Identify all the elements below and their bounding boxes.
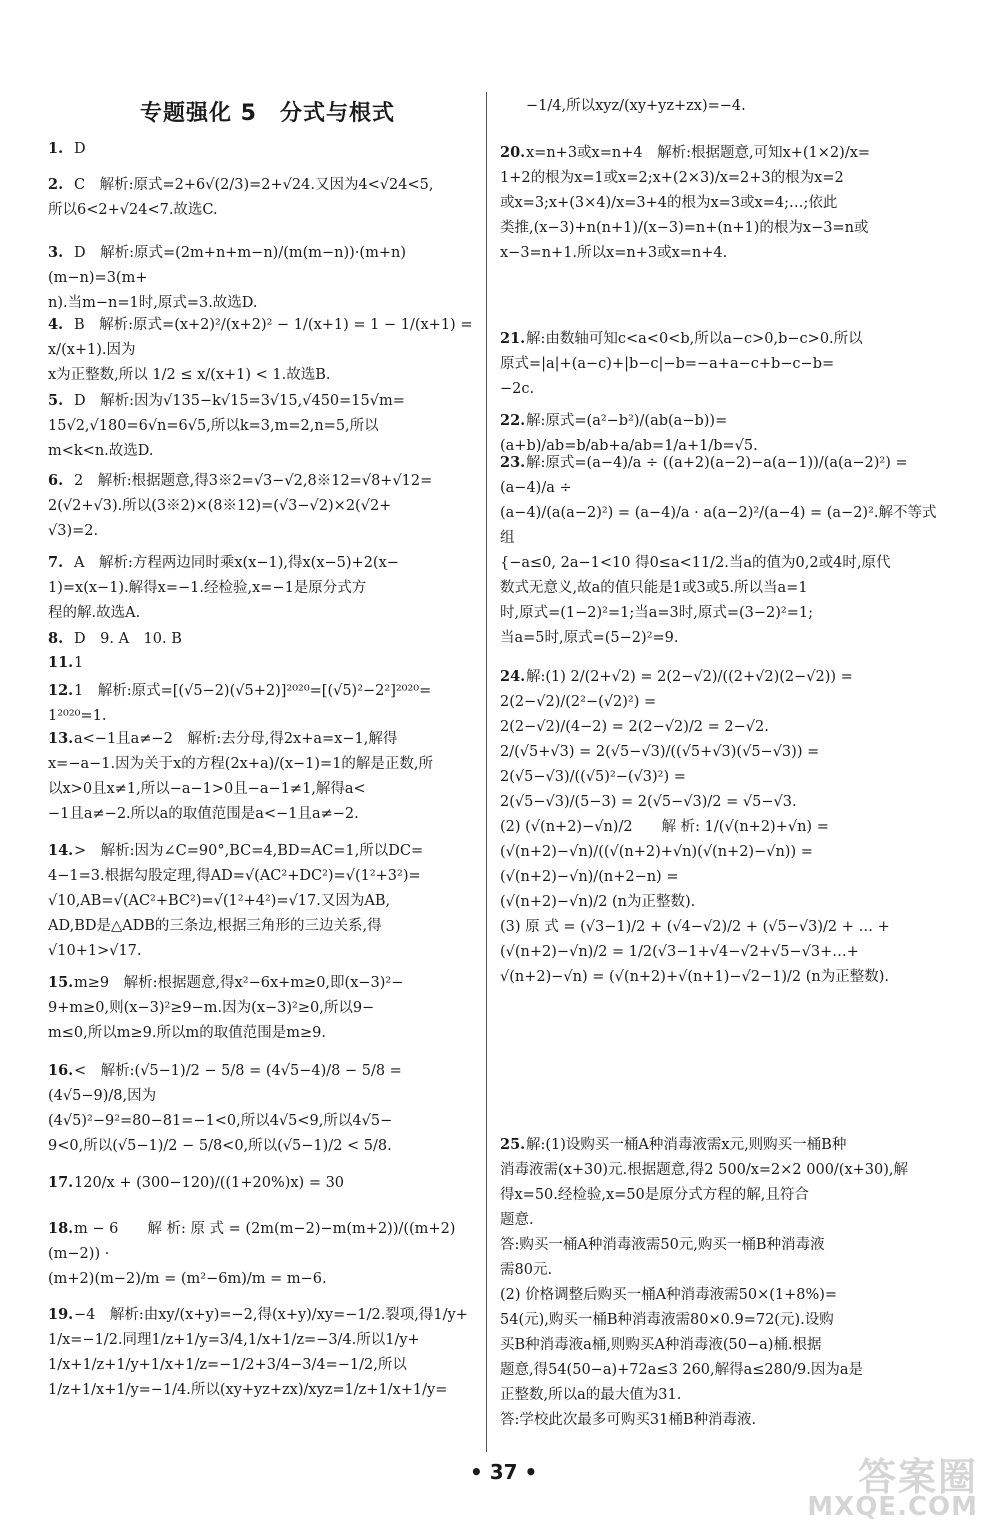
answer-item: 4. B 解析:原式=(x+2)²/(x+2)² − 1/(x+1) = 1 − 1/(x+1) = x/(x+1).因为 x为正整数,所以 1/2 ≤ x/(x+1) < 1.故选B. (48, 316, 473, 383)
column-divider (486, 92, 487, 1452)
answer-item: 25.解:(1)设购买一桶A种消毒液需x元,则购买一桶B种 消毒液需(x+30)元.根据题意,得2 500/x=2×2 000/(x+30),解 得x=50.经检验,x=50是原分式方程的解,且符合 题意. 答:购买一桶A种消毒液需50元,购买一桶B种消毒液 需80元. (2) 价格调整后购买一桶A种消毒液需50×(1+8%)= 54(元),购买一桶B种消毒液需80×0.9=72(元).设购 买B种消毒液a桶,则购买A种消毒液(50−a)桶.根据 题意,得54(50−a)+72a≤3 260,解得a≤280/9.因为a是 正整数,所以a的最大值为31. 答:学校此次最多可购买31桶B种消毒液. (500, 1136, 909, 1428)
answer-item: 18.m − 6 解 析: 原 式 = (2m(m−2)−m(m+2))/((m+2)(m−2)) · (m+2)(m−2)/m = (m²−6m)/m = m−6. (48, 1220, 456, 1287)
answer-item: 19.−4 解析:由xy/(x+y)=−2,得(x+y)/xy=−1/2.裂项,得1/y+ 1/x=−1/2.同理1/z+1/y=3/4,1/x+1/z=−3/4.所以1/y+ 1/x+1/z+1/y+1/x+1/z=−1/2+3/4−3/4=−1/2,所以 1/z+1/x+1/y=−1/4.所以(xy+yz+zx)/xyz=1/z+1/x+1/y= (48, 1306, 468, 1398)
answer-item: 23.解:原式=(a−4)/a ÷ ((a+2)(a−2)−a(a−1))/(a(a−2)²) = (a−4)/a ÷ (a−4)/(a(a−2)²) = (a−4)/a · a(a−2)²/(a−4) = (a−2)².解不等式组 {−a≤0, 2a−1<10 得0≤a<11/2.当a的值为0,2或4时,原代 数式无意义,故a的值只能是1或3或5.所以当a=1 时,原式=(1−2)²=1;当a=3时,原式=(3−2)²=1; 当a=5时,原式=(5−2)²=9. (500, 454, 937, 646)
answer-item: 8. D 9. A 10. B (48, 630, 182, 647)
answer-item: 17.120/x + (300−120)/((1+20%)x) = 30 (48, 1174, 345, 1191)
answer-item: 12.1 解析:原式=[(√5−2)(√5+2)]²⁰²⁰=[(√5)²−2²]²⁰²⁰= 1²⁰²⁰=1. (48, 682, 432, 724)
answer-item: 7. A 解析:方程两边同时乘x(x−1),得x(x−5)+2(x− 1)=x(x−1).解得x=−1.经检验,x=−1是原分式方 程的解.故选A. (48, 554, 399, 621)
answer-item: 3. D 解析:原式=(2m+n+m−n)/(m(m−n))·(m+n)(m−n)=3(m+ n).当m−n=1时,原式=3.故选D. (48, 244, 406, 311)
answer-item: 21.解:由数轴可知c<a<0<b,所以a−c>0,b−c>0.所以 原式=|a|+(a−c)+|b−c|−b=−a+a−c+b−c−b= −2c. (500, 330, 863, 397)
answer-item: 6. 2 解析:根据题意,得3※2=√3−√2,8※12=√8+√12= 2(√2+√3).所以(3※2)×(8※12)=(√3−√2)×2(√2+ √3)=2. (48, 472, 433, 539)
answer-item: −1/4,所以xyz/(xy+yz+zx)=−4. (526, 98, 746, 114)
answer-item: 1. D (48, 140, 86, 157)
answer-item: 24.解:(1) 2/(2+√2) = 2(2−√2)/((2+√2)(2−√2)) = 2(2−√2)/(2²−(√2)²) = 2(2−√2)/(4−2) = 2(2−√2)/2 = 2−√2. 2/(√5+√3) = 2(√5−√3)/((√5+√3)(√5−√3)) = 2(√5−√3)/((√5)²−(√3)²) = 2(√5−√3)/(5−3) = 2(√5−√3)/2 = √5−√3. (2) (√(n+2)−√n)/2 解 析: 1/(√(n+2)+√n) = (√(n+2)−√n)/((√(n+2)+√n)(√(n+2)−√n)) = (√(n+2)−√n)/(n+2−n) = (√(n+2)−√n)/2 (n为正整数). (3) 原 式 = (√3−1)/2 + (√4−√2)/2 + (√5−√3)/2 + … + (√(n+2)−√n)/2 = 1/2(√3−1+√4−√2+√5−√3+…+ √(n+2)−√n) = (√(n+2)+√(n+1)−√2−1)/2 (n为正整数). (500, 668, 890, 985)
answer-item: 13.a<−1且a≠−2 解析:去分母,得2x+a=x−1,解得 x=−a−1.因为关于x的方程(2x+a)/(x−1)=1的解是正数,所 以x>0且x≠1,所以−a−1>0且−a−1≠1,解得a< −1且a≠−2.所以a的取值范围是a<−1且a≠−2. (48, 730, 434, 822)
answer-item: 16.< 解析:(√5−1)/2 − 5/8 = (4√5−4)/8 − 5/8 = (4√5−9)/8,因为 (4√5)²−9²=80−81=−1<0,所以4√5<9,所以4√5− 9<0,所以(√5−1)/2 − 5/8<0,所以(√5−1)/2 < 5/8. (48, 1062, 402, 1154)
answer-item: 15.m≥9 解析:根据题意,得x²−6x+m≥0,即(x−3)²− 9+m≥0,则(x−3)²≥9−m.因为(x−3)²≥0,所以9− m≤0,所以m≥9.所以m的取值范围是m≥9. (48, 974, 404, 1041)
watermark-logo (792, 1442, 982, 1522)
watermark-text: 答案圈 (857, 1455, 978, 1499)
answer-item: 14.> 解析:因为∠C=90°,BC=4,BD=AC=1,所以DC= 4−1=3.根据勾股定理,得AD=√(AC²+DC²)=√(1²+3²)= √10,AB=√(AC²+BC²)=√(1²+4²)=√17.又因为AB, AD,BD是△ADB的三条边,根据三角形的三边关系,得 √10+1>√17. (48, 842, 424, 959)
answer-item: 2. C 解析:原式=2+6√(2/3)=2+√24.又因为4<√24<5, 所以6<2+√24<7.故选C. (48, 176, 434, 218)
answer-item: 20.x=n+3或x=n+4 解析:根据题意,可知x+(1×2)/x= 1+2的根为x=1或x=2;x+(2×3)/x=2+3的根为x=2 或x=3;x+(3×4)/x=3+4的根为x=3或x=4;…;依此 类推,(x−3)+n(n+1)/(x−3)=n+(n+1)的根为x−3=n或 x−3=n+1.所以x=n+3或x=n+4. (500, 144, 871, 261)
section-title: 专题强化 5 分式与根式 (140, 101, 395, 126)
page-number: • 37 • (470, 1460, 538, 1484)
answer-item: 5. D 解析:因为√135−k√15=3√15,√450=15√m= 15√2,√180=6√n=6√5,所以k=3,m=2,n=5,所以 m<k<n.故选D. (48, 392, 405, 459)
answer-item: 11.1 (48, 654, 84, 671)
watermark-url: MXQE.COM (807, 1492, 978, 1522)
answer-item: 22.解:原式=(a²−b²)/(ab(a−b))=(a+b)/ab=b/ab+a/ab=1/a+1/b=√5. (500, 412, 758, 454)
